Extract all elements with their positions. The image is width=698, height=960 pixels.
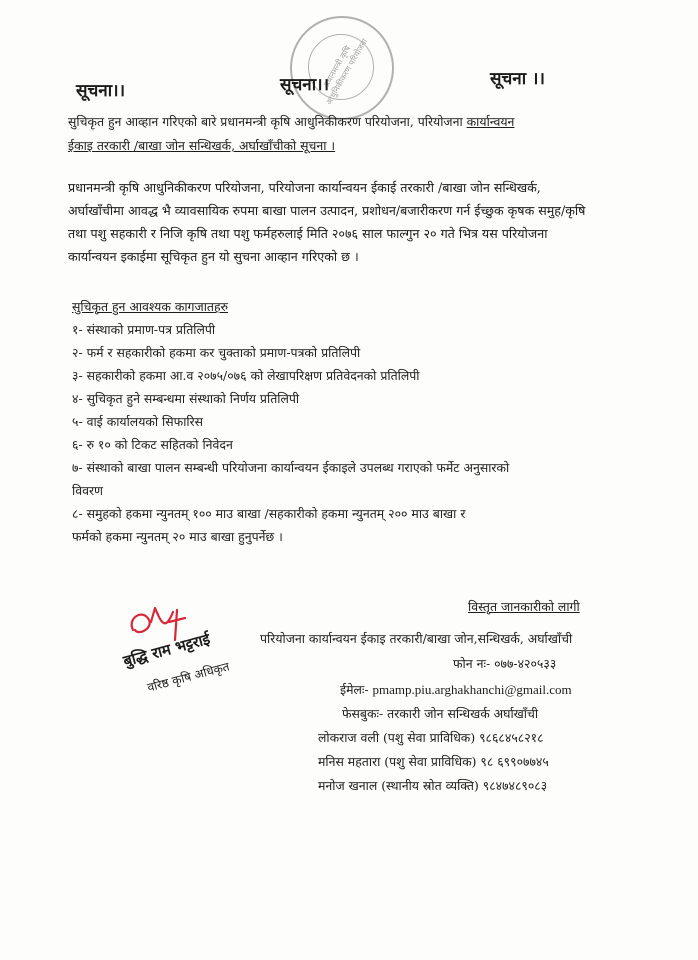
facebook-line: फेसबुकः- तरकारी जोन सन्धिखर्क अर्घाखाँची: [342, 706, 539, 721]
heading-left: सूचना।।: [76, 81, 126, 101]
list-item: ७- संस्थाको बाखा पालन सम्बन्धी परियोजना कार्यान्वयन ईकाइले उपलब्ध गराएको फर्मेट अनुसारको: [72, 460, 510, 475]
phone-number: फोन नः- ०७७-४२०५३३: [453, 656, 557, 671]
heading-right: सूचना ।।: [490, 69, 545, 89]
documents-list: [72, 321, 509, 551]
list-item: ८- समुहको हकमा न्युनतम् १०० माउ बाखा /सहकारीको हकमा न्युनतम् २०० माउ बाखा र: [72, 506, 466, 521]
list-item: २- फर्म र सहकारीको हकमा कर चुक्ताको प्रमाण-पत्रको प्रतिलिपी: [72, 345, 361, 360]
list-item: १- संस्थाको प्रमाण-पत्र प्रतिलिपी: [72, 322, 216, 337]
subject-line-2: ईकाइ तरकारी /बाखा जोन सन्धिखर्क, अर्घाखाँचीको सूचना ।: [68, 138, 336, 153]
subject-underlined-text: कार्यान्वयन: [466, 114, 515, 129]
body-paragraph: प्रधानमन्त्री कृषि आधुनिकीकरण परियोजना, परियोजना कार्यान्वयन ईकाई तरकारी /बाखा जोन सन्धिखर्क, अर्घाखाँचीमा आवद्ध भै व्यावसायिक रुपमा बाखा पालन उत्पादन, प्रशोधन/बजारीकरण गर्न ईच्छुक कृषक समुह/कृषि तथा पशु सहकारी र निजि कृषि तथा पशु फर्महरुलाई मिति २०७६ साल फाल्गुन २० गते भित्र यस परियोजना कार्यान्वयन इकाईमा सूचिकृत हुन यो सुचना आव्हान गरिएको छ ।: [68, 180, 586, 264]
list-item: फर्मको हकमा न्युनतम् २० माउ बाखा हुनुपर्नेछ ।: [72, 529, 283, 544]
email-address: pmamp.piu.arghakhanchi@gmail.com: [372, 682, 572, 697]
email-label: ईमेलः-: [340, 682, 369, 697]
contact-heading: विस्तृत जानकारीको लागी: [468, 599, 580, 614]
contact-person: मनोज खनाल (स्थानीय स्रोत व्यक्ति) ९८४७४८९०८३: [318, 778, 548, 793]
email-line: [340, 681, 572, 698]
contact-person: मनिस महतारा (पशु सेवा प्राविधिक) ९८ ६९९०७७४५: [318, 754, 549, 769]
list-item: विवरण: [72, 483, 104, 498]
official-stamp: [290, 16, 394, 120]
office-address: परियोजना कार्यान्वयन ईकाइ तरकारी/बाखा जोन,सन्धिखर्क, अर्घाखाँची: [260, 631, 573, 646]
list-item: ३- सहकारीको हकमा आ.व २०७५/०७६ को लेखापरिक्षण प्रतिवेदनको प्रतिलिपी: [72, 368, 420, 383]
contact-person: लोकराज वली (पशु सेवा प्राविधिक) ९८६८४५८२१८: [318, 730, 544, 745]
subject-line-1: [68, 113, 514, 130]
signatory-name: बुद्धि राम भट्टराई: [121, 629, 212, 671]
documents-heading: सुचिकृत हुन आवश्यक कागजातहरु: [72, 299, 228, 314]
list-item: ५- वाई कार्यालयको सिफारिस: [72, 414, 204, 429]
heading-center: सूचना।।: [280, 75, 330, 95]
list-item: ४- सुचिकृत हुने सम्बन्धमा संस्थाको निर्णय प्रतिलिपी: [72, 391, 300, 406]
signatory-designation: वरिष्ठ कृषि अधिकृत: [145, 659, 231, 695]
stamp-text: प्रधानमन्त्री कृषि आधुनिकीकरण परियोजना: [322, 37, 370, 107]
subject-text: सुचिकृत हुन आव्हान गरिएको बारे प्रधानमन्त्री कृषि आधुनिकीकरण परियोजना, परियोजना: [68, 114, 467, 129]
list-item: ६- रु १० को टिकट सहितको निवेदन: [72, 437, 233, 452]
